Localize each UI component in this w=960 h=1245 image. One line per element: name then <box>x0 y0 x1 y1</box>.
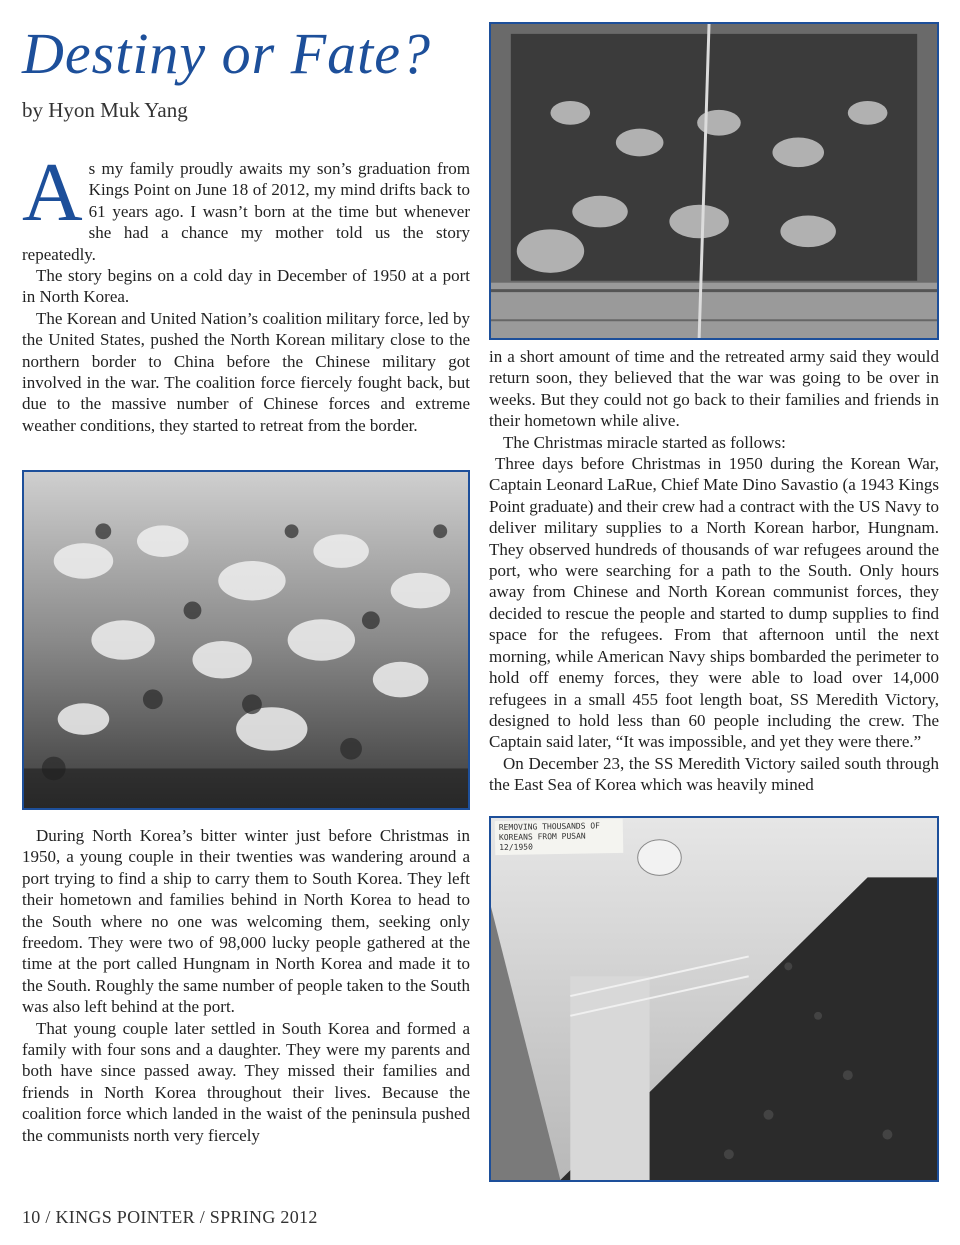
photo-crowd-on-deck <box>22 470 470 810</box>
article-title: Destiny or Fate? <box>22 21 432 86</box>
paragraph-text: s my family proudly awaits my son’s graduation from Kings Point on June 18 of 2012, my mind drifts back to 61 years ago. I wasn’t born at the time but whenever she had a chance my mother told us the story repeatedly. <box>22 159 470 264</box>
drop-cap: A <box>22 146 83 239</box>
paragraph: in a short amount of time and the retreated army said they would return soon, they believed that the war was going to be over in weeks. But they could not go back to their families and friends in their hometown while alive. <box>489 347 939 431</box>
paragraph: That young couple later settled in South Korea and formed a family with four sons and a daughter. They were my parents and both have since passed away. They missed their families and friends in North Korea throughout their lives. Because the coalition force which landed in the waist of the peninsula pushed the communists north very fiercely <box>22 1018 470 1145</box>
page-footer: 10 / KINGS POINTER / SPRING 2012 <box>22 1207 318 1227</box>
hold-photo-image <box>491 24 937 338</box>
paragraph: On December 23, the SS Meredith Victory sailed south through the East Sea of Korea which was heavily mined <box>489 753 939 795</box>
paragraph: During North Korea’s bitter winter just before Christmas in 1950, a young couple in their twenties was wandering around a port trying to find a ship to carry them to South Korea. They left their hometown and families behind in North Korea to head to the South where no one was welcoming them, seeking only freedom. They were two of 98,000 lucky people gathered at the time at the port called Hungnam in North Korea and made it to the South. Roughly the same number of people taken to the South was also left behind at the port. <box>22 826 470 1017</box>
paragraph: The Christmas miracle started as follows: <box>503 432 786 452</box>
left-column-top <box>22 146 470 436</box>
ship-photo-image <box>491 818 937 1180</box>
paragraph-intro <box>22 146 470 265</box>
photo-refugees-in-hold <box>489 22 939 340</box>
paragraph: The Korean and United Nation’s coalition military force, led by the United States, pushed the North Korean military close to the northern border to China before the Chinese military got involved in the war. The coalition force fiercely fought back, but due to the massive number of Chinese forces and extreme weather conditions, they started to retreat from the border. <box>22 308 470 435</box>
photo-ship-deck-refugees <box>489 816 939 1182</box>
paragraph: The story begins on a cold day in December of 1950 at a port in North Korea. <box>22 266 470 307</box>
byline: by Hyon Muk Yang <box>22 98 188 122</box>
crowd-photo-image <box>24 472 468 808</box>
paragraph: Three days before Christmas in 1950 during the Korean War, Captain Leonard LaRue, Chief Mate Dino Savastio (a 1943 Kings Point graduate) and their crew had a contract with the US Navy to deliver military supplies to a North Korean harbor, Hungnam. They observed hundreds of thousands of war refugees around the port, who were searching for a path to the South. Only hours away from Chinese and North Korean communist forces, they decided to rescue the people and started to dump supplies to find space for the refugees. From that afternoon until the next morning, while American Navy ships bombarded the perimeter to hold off enemy forces, they were able to load over 14,000 refugees in a small 455 foot length boat, SS Meredith Victory, designed to hold less than 60 people including the crew. The Captain said later, “It was impossible, and yet they were there.” <box>489 454 939 752</box>
left-column-bottom <box>22 825 470 1146</box>
photo-handwritten-note: REMOVING THOUSANDS OF KOREANS FROM PUSAN 12/1950 <box>495 819 624 855</box>
right-column-middle <box>489 346 939 796</box>
